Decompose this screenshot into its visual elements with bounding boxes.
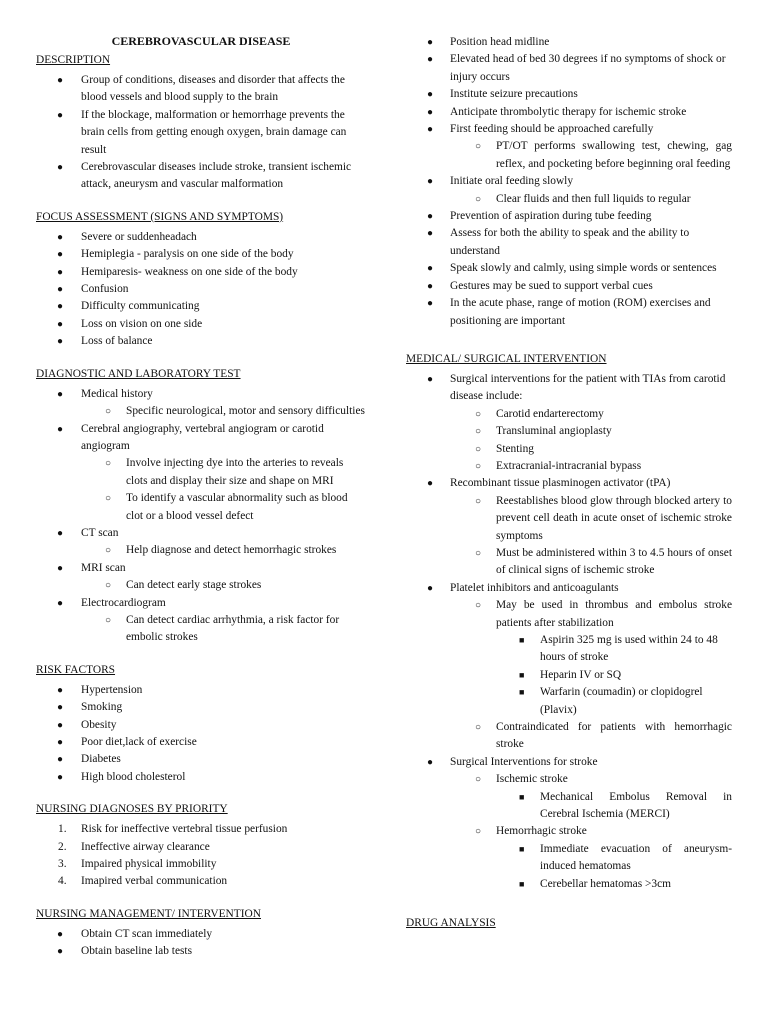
list-item-text: Initiate oral feeding slowly xyxy=(450,175,574,188)
bullet-marker: ● xyxy=(427,54,434,66)
list-item-text: Poor diet,lack of exercise xyxy=(81,736,197,748)
section-heading-nursing-management: NURSING MANAGEMENT/ INTERVENTION xyxy=(36,907,261,920)
list-item-text: Warfarin (coumadin) or clopidogrel (Plavix) xyxy=(540,686,703,716)
circle-marker: ○ xyxy=(105,614,112,626)
circle-marker: ○ xyxy=(475,600,482,612)
list-item-text: PT/OT performs swallowing test, chewing, gag reflex, and pocketing before beginning oral feeding xyxy=(496,140,732,170)
sub-sub-list-item xyxy=(406,667,732,684)
sub-list-item xyxy=(406,719,732,754)
circle-marker: ○ xyxy=(475,495,482,507)
list-item-text: Cerebrovascular diseases include stroke, transient ischemic attack, aneurysm and vascular malformation xyxy=(81,161,352,191)
bullet-marker: ● xyxy=(57,284,64,296)
list-item xyxy=(36,72,366,107)
list-item-text: Loss on vision on one side xyxy=(81,317,203,330)
list-item xyxy=(406,475,732,492)
circle-marker: ○ xyxy=(475,774,482,786)
circle-marker: ○ xyxy=(475,460,482,472)
nursing-management-list xyxy=(36,926,366,961)
sub-list-item xyxy=(406,823,732,840)
circle-marker: ○ xyxy=(475,141,482,153)
list-item xyxy=(406,371,732,406)
list-item-text: Position head midline xyxy=(450,36,550,48)
list-item xyxy=(36,595,366,612)
list-item-text: Specific neurological, motor and sensory difficulties xyxy=(126,405,365,418)
bullet-marker: ● xyxy=(427,37,434,48)
list-item-text: Immediate evacuation of aneurysm-induced hematomas xyxy=(540,842,732,873)
bullet-marker: ● xyxy=(57,109,64,121)
bullet-marker: ● xyxy=(57,318,64,330)
circle-marker: ○ xyxy=(475,193,482,205)
bullet-marker: ● xyxy=(427,106,434,118)
list-item-text: Surgical interventions for the patient with TIAs from carotid disease include: xyxy=(450,372,726,403)
bullet-marker: ● xyxy=(427,756,434,768)
list-item-text: Gestures may be sued to support verbal cues xyxy=(450,279,653,292)
section-heading-focus-assessment: FOCUS ASSESSMENT (SIGNS AND SYMPTOMS) xyxy=(36,210,284,223)
list-item-text: Ineffective airway clearance xyxy=(81,840,210,853)
circle-marker: ○ xyxy=(475,443,482,455)
list-item-text: Obtain CT scan immediately xyxy=(81,927,213,940)
sub-list-item xyxy=(406,458,732,475)
section-heading-risk-factors: RISK FACTORS xyxy=(36,663,116,676)
number-marker: 1. xyxy=(58,823,67,836)
list-item-text: Platelet inhibitors and anticoagulants xyxy=(450,581,619,594)
bullet-marker: ● xyxy=(57,946,64,958)
bullet-marker: ● xyxy=(427,176,434,188)
list-item-text: May be used in thrombus and embolus stroke patients after stabilization xyxy=(496,599,732,629)
bullet-marker: ● xyxy=(57,301,64,313)
bullet-marker: ● xyxy=(57,249,64,261)
bullet-marker: ● xyxy=(57,231,64,243)
list-item-text: Transluminal angioplasty xyxy=(496,425,612,438)
list-item-text: Risk for ineffective vertebral tissue perfusion xyxy=(81,823,288,836)
list-item xyxy=(36,525,366,542)
bullet-marker: ● xyxy=(427,124,434,136)
bullet-marker: ● xyxy=(57,719,64,731)
sub-list-item xyxy=(406,138,732,173)
list-item-text: Group of conditions, diseases and disorder that affects the blood vessels and blood supply to the brain xyxy=(81,74,345,104)
list-item xyxy=(36,560,366,577)
sub-sub-list-item xyxy=(406,684,732,719)
list-item-text: Hemiparesis- weakness on one side of the body xyxy=(81,265,298,278)
bullet-marker: ● xyxy=(57,702,64,714)
list-item-text: Prevention of aspiration during tube feeding xyxy=(450,210,652,223)
list-item xyxy=(36,682,366,699)
bullet-marker: ● xyxy=(427,582,434,594)
list-item xyxy=(36,943,366,960)
sub-sub-list-item xyxy=(406,632,732,667)
bullet-marker: ● xyxy=(57,423,64,435)
list-item-text: Medical history xyxy=(81,387,153,400)
sub-list-item xyxy=(36,612,366,647)
list-item-text: In the acute phase, range of motion (ROM) exercises and positioning are important xyxy=(450,297,711,327)
list-item-text: Recombinant tissue plasminogen activator (tPA) xyxy=(450,477,671,490)
list-item-text: Extracranial-intracranial bypass xyxy=(496,459,642,472)
right-column xyxy=(406,34,732,935)
list-item xyxy=(36,159,366,194)
list-item xyxy=(406,104,732,121)
section-heading-diagnostic: DIAGNOSTIC AND LABORATORY TEST xyxy=(36,367,241,380)
numbered-item xyxy=(36,821,366,838)
list-item-text: Hypertension xyxy=(81,683,143,696)
list-item xyxy=(406,754,732,771)
section-heading-nursing-diagnoses: NURSING DIAGNOSES BY PRIORITY xyxy=(36,803,228,816)
bullet-marker: ● xyxy=(427,263,434,275)
sub-list-item xyxy=(406,771,732,788)
circle-marker: ○ xyxy=(475,426,482,438)
numbered-item xyxy=(36,856,366,873)
bullet-marker: ● xyxy=(57,266,64,278)
bullet-marker: ● xyxy=(57,597,64,609)
list-item-text: Surgical Interventions for stroke xyxy=(450,755,598,768)
circle-marker: ○ xyxy=(475,826,482,838)
list-item-text: Heparin IV or SQ xyxy=(540,668,622,681)
circle-marker: ○ xyxy=(105,406,112,418)
section-heading-description: DESCRIPTION xyxy=(36,54,111,66)
list-item-text: To identify a vascular abnormality such as blood clot or a blood vessel defect xyxy=(126,492,348,522)
sub-list-item xyxy=(406,597,732,632)
sub-sub-list-item xyxy=(406,789,732,824)
list-item xyxy=(36,264,366,281)
bullet-marker: ● xyxy=(427,280,434,292)
list-item-text: Severe or suddenheadach xyxy=(81,230,197,243)
list-item xyxy=(406,225,732,260)
list-item-text: Mechanical Embolus Removal in Cerebral Ischemia (MERCI) xyxy=(540,790,732,821)
bullet-marker: ● xyxy=(57,75,64,86)
list-item xyxy=(36,229,366,246)
list-item-text: Reestablishes blood glow through blocked artery to prevent cell death in acute onset of ischemic stroke symptoms xyxy=(496,494,732,542)
list-item-text: Help diagnose and detect hemorrhagic strokes xyxy=(126,544,337,557)
section-heading-medical-surgical: MEDICAL/ SURGICAL INTERVENTION xyxy=(406,352,607,365)
list-item-text: Cerebral angiography, vertebral angiogram or carotid angiogram xyxy=(81,422,324,452)
list-item xyxy=(36,734,366,751)
sub-sub-list-item xyxy=(406,876,732,893)
list-item-text: Institute seizure precautions xyxy=(450,88,578,101)
diagnostic-list xyxy=(36,386,366,647)
bullet-marker: ● xyxy=(427,478,434,490)
list-item-text: First feeding should be approached carefully xyxy=(450,123,654,136)
list-item xyxy=(36,421,366,456)
list-item-text: Can detect cardiac arrhythmia, a risk factor for embolic strokes xyxy=(126,613,340,644)
list-item xyxy=(36,107,366,159)
list-item-text: Ischemic stroke xyxy=(496,773,568,786)
square-marker: ■ xyxy=(519,843,525,854)
circle-marker: ○ xyxy=(475,408,482,420)
circle-marker: ○ xyxy=(105,493,112,505)
list-item xyxy=(406,208,732,225)
list-item xyxy=(36,281,366,298)
list-item-text: Electrocardiogram xyxy=(81,596,166,609)
list-item xyxy=(36,699,366,716)
square-marker: ■ xyxy=(519,687,525,698)
list-item xyxy=(406,295,732,330)
list-item-text: Involve injecting dye into the arteries to reveals clots and display their size and shape on MRI xyxy=(126,457,344,487)
bullet-marker: ● xyxy=(57,527,64,539)
circle-marker: ○ xyxy=(105,458,112,470)
sub-list-item xyxy=(406,545,732,580)
list-item xyxy=(36,246,366,263)
bullet-marker: ● xyxy=(57,928,64,940)
bullet-marker: ● xyxy=(57,162,64,174)
nursing-diagnoses-list xyxy=(36,821,366,891)
sub-list-item xyxy=(406,493,732,545)
list-item-text: Clear fluids and then full liquids to regular xyxy=(496,192,691,205)
number-marker: 4. xyxy=(58,875,67,888)
square-marker: ■ xyxy=(519,635,525,645)
circle-marker: ○ xyxy=(105,545,112,557)
list-item xyxy=(406,260,732,277)
list-item xyxy=(36,333,366,350)
square-marker: ■ xyxy=(519,791,525,802)
list-item xyxy=(406,51,732,86)
bullet-marker: ● xyxy=(57,684,64,696)
list-item xyxy=(406,121,732,138)
list-item-text: Difficulty communicating xyxy=(81,300,200,313)
list-item-text: Assess for both the ability to speak and the ability to understand xyxy=(450,227,690,257)
bullet-marker: ● xyxy=(57,336,64,348)
circle-marker: ○ xyxy=(475,722,482,734)
list-item xyxy=(36,769,366,786)
list-item xyxy=(36,316,366,333)
list-item-text: Stenting xyxy=(496,442,534,455)
list-item xyxy=(36,717,366,734)
list-item-text: High blood cholesterol xyxy=(81,770,186,783)
nursing-management-continued-list xyxy=(406,34,732,330)
list-item-text: Anticipate thrombolytic therapy for ischemic stroke xyxy=(450,105,687,118)
sub-list-item xyxy=(36,542,366,559)
bullet-marker: ● xyxy=(57,771,64,783)
bullet-marker: ● xyxy=(57,562,64,574)
list-item xyxy=(406,278,732,295)
list-item-text: Obesity xyxy=(81,718,117,731)
list-item-text: Loss of balance xyxy=(81,335,153,348)
sub-list-item xyxy=(406,423,732,440)
sub-list-item xyxy=(406,191,732,208)
sub-list-item xyxy=(36,403,366,420)
list-item xyxy=(406,580,732,597)
bullet-marker: ● xyxy=(57,388,64,400)
list-item-text: Confusion xyxy=(81,283,129,296)
list-item-text: Speak slowly and calmly, using simple words or sentences xyxy=(450,262,717,275)
list-item-text: Aspirin 325 mg is used within 24 to 48 hours of stroke xyxy=(540,634,718,664)
list-item-text: Smoking xyxy=(81,701,123,714)
list-item xyxy=(36,751,366,768)
list-item xyxy=(36,926,366,943)
list-item-text: CT scan xyxy=(81,526,119,539)
list-item-text: If the blockage, malformation or hemorrhage prevents the brain cells from getting enough oxygen, brain damage can result xyxy=(81,108,347,156)
circle-marker: ○ xyxy=(105,580,112,592)
sub-list-item xyxy=(36,455,366,490)
sub-list-item xyxy=(36,577,366,594)
focus-list xyxy=(36,229,366,351)
list-item xyxy=(406,34,732,51)
list-item-text: Hemorrhagic stroke xyxy=(496,825,587,838)
sub-list-item xyxy=(36,490,366,525)
medical-surgical-list xyxy=(406,371,732,893)
sub-list-item xyxy=(406,441,732,458)
description-list xyxy=(36,72,366,194)
list-item xyxy=(406,173,732,190)
left-column xyxy=(36,34,366,961)
bullet-marker: ● xyxy=(57,754,64,766)
sub-sub-list-item xyxy=(406,841,732,876)
list-item-text: Must be administered within 3 to 4.5 hours of onset of clinical signs of ischemic stroke xyxy=(496,546,732,577)
bullet-marker: ● xyxy=(57,737,64,748)
square-marker: ■ xyxy=(519,878,525,889)
list-item-text: Elevated head of bed 30 degrees if no symptoms of shock or injury occurs xyxy=(450,53,726,83)
sub-list-item xyxy=(406,406,732,423)
list-item-text: Hemiplegia - paralysis on one side of the body xyxy=(81,248,294,261)
numbered-item xyxy=(36,873,366,890)
document-title: CEREBROVASCULAR DISEASE xyxy=(111,34,291,48)
list-item-text: Diabetes xyxy=(81,753,121,766)
bullet-marker: ● xyxy=(427,89,434,101)
number-marker: 2. xyxy=(58,840,67,853)
list-item-text: Imapired verbal communication xyxy=(81,875,228,888)
list-item-text: Impaired physical immobility xyxy=(81,858,217,871)
numbered-item xyxy=(36,839,366,856)
bullet-marker: ● xyxy=(427,211,434,223)
list-item-text: MRI scan xyxy=(81,561,126,574)
section-heading-drug-analysis: DRUG ANALYSIS xyxy=(406,917,496,930)
list-item xyxy=(36,386,366,403)
list-item-text: Cerebellar hematomas >3cm xyxy=(540,877,672,890)
list-item xyxy=(36,298,366,315)
list-item-text: Can detect early stage strokes xyxy=(126,579,262,592)
square-marker: ■ xyxy=(519,669,525,680)
circle-marker: ○ xyxy=(475,547,482,559)
bullet-marker: ● xyxy=(427,298,434,310)
bullet-marker: ● xyxy=(427,373,434,385)
list-item-text: Obtain baseline lab tests xyxy=(81,945,193,958)
bullet-marker: ● xyxy=(427,228,434,240)
list-item-text: Contraindicated for patients with hemorrhagic stroke xyxy=(496,721,732,751)
list-item xyxy=(406,86,732,103)
risk-list xyxy=(36,682,366,786)
list-item-text: Carotid endarterectomy xyxy=(496,407,604,420)
number-marker: 3. xyxy=(58,858,67,871)
